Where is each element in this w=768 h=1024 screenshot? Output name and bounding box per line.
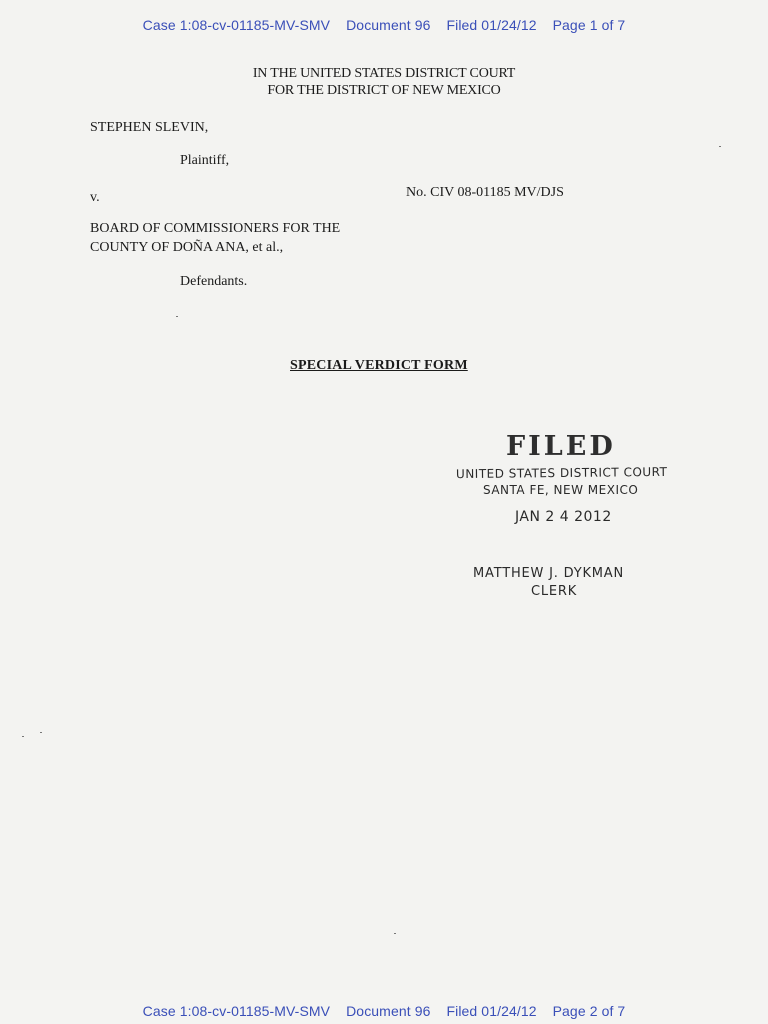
- filed-stamp-court: UNITED STATES DISTRICT COURT: [455, 464, 668, 482]
- ecf-header-top: [0, 17, 768, 33]
- filed-stamp-word: FILED: [506, 431, 616, 462]
- plaintiff-name: STEPHEN SLEVIN,: [90, 120, 209, 135]
- case-number: No. CIV 08-01185 MV/DJS: [406, 185, 564, 200]
- page-number-header: Page 2 of 7: [552, 1003, 626, 1019]
- scan-speck: [22, 736, 24, 737]
- court-title: [0, 65, 768, 99]
- scan-speck: [40, 732, 42, 733]
- filed-stamp-clerk-name: MATTHEW J. DYKMAN: [473, 566, 625, 581]
- document-number-header: Document 96: [346, 17, 431, 33]
- filed-stamp-date: JAN 2 4 2012: [515, 509, 612, 525]
- filed-date-header: Filed 01/24/12: [446, 1003, 537, 1019]
- court-title-line-2: FOR THE DISTRICT OF NEW MEXICO: [267, 83, 501, 98]
- page-number-header: Page 1 of 7: [552, 17, 626, 33]
- versus: v.: [90, 190, 100, 205]
- defendant-name-line-1: BOARD OF COMMISSIONERS FOR THE: [90, 221, 341, 236]
- defendant-name-line-2: COUNTY OF DOÑA ANA, et al.,: [90, 240, 284, 255]
- filed-stamp-city: SANTA FE, NEW MEXICO: [483, 483, 639, 497]
- filed-stamp-clerk-title: CLERK: [531, 584, 578, 599]
- document-number-header: Document 96: [346, 1003, 431, 1019]
- scan-speck: [176, 316, 178, 317]
- case-number-header: Case 1:08-cv-01185-MV-SMV: [142, 1003, 331, 1019]
- filed-date-header: Filed 01/24/12: [446, 17, 537, 33]
- scan-speck: [719, 146, 721, 147]
- court-title-line-1: IN THE UNITED STATES DISTRICT COURT: [252, 66, 516, 81]
- scan-speck: [394, 933, 396, 934]
- ecf-header-bottom: [0, 1003, 768, 1019]
- case-number-header: Case 1:08-cv-01185-MV-SMV: [142, 17, 331, 33]
- defendant-role: Defendants.: [180, 274, 248, 289]
- plaintiff-role: Plaintiff,: [180, 153, 230, 168]
- form-title: SPECIAL VERDICT FORM: [290, 358, 468, 373]
